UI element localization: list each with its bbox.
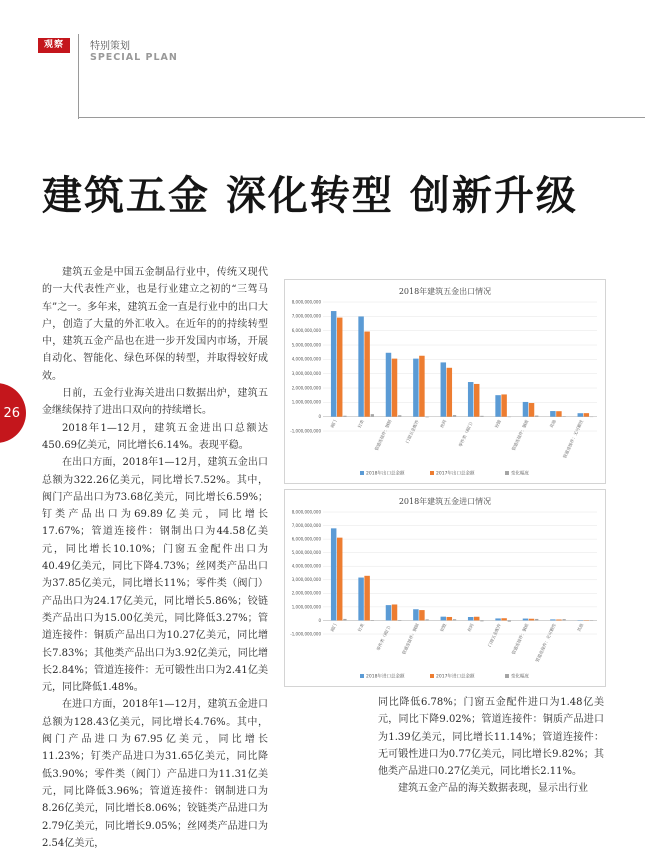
legend-swatch [360, 471, 364, 475]
bar-2017 [364, 332, 369, 417]
y-tick-label: -1,000,000,000 [290, 428, 321, 433]
x-category-label: 门窗五金配件 [404, 418, 421, 444]
paragraph: 建筑五金是中国五金制品行业中，传统又现代的一大代表性产业，也是行业建立之初的“三驾马车”之一。多年来，建筑五金一直是行业中的出口大户，创造了大量的外汇收入。在近年的的持续转型中，建筑五金产品也在进一步开发国内市场，开展自动化、智能化、绿色环保的转型，并取得较好成效。 [42, 264, 268, 385]
bar-2017 [474, 384, 479, 417]
y-tick-label: 5,000,000,000 [292, 550, 322, 555]
bar-2018 [468, 617, 473, 620]
bar-change [535, 619, 538, 621]
bar-2018 [413, 609, 418, 620]
y-tick-label: 3,000,000,000 [292, 577, 322, 582]
bar-change [562, 619, 565, 620]
bar-2018 [358, 316, 363, 416]
bar-2018 [523, 402, 528, 417]
bar-2017 [419, 356, 424, 417]
x-category-label: 钉类 [356, 622, 366, 633]
bar-2017 [529, 619, 534, 621]
legend-swatch [360, 674, 364, 678]
bar-2017 [529, 403, 534, 417]
bar-change [535, 416, 538, 417]
bar-change [425, 619, 428, 620]
legend-label: 变化幅度 [511, 470, 529, 477]
bar-change [480, 620, 483, 621]
bar-2018 [386, 605, 391, 620]
bar-change [453, 415, 456, 417]
y-tick-label: 7,000,000,000 [292, 314, 322, 319]
paragraph: 建筑五金产品的海关数据表现，显示出行业 [378, 780, 604, 797]
bar-2017 [419, 610, 424, 620]
bar-change [398, 620, 401, 621]
paragraph: 同比降低6.78%；门窗五金配件进口为1.48亿美元，同比下降9.02%；管道连接件：铜质产品进口为1.39亿美元，同比增长11.14%；管道连接件：无可锻性进口为0.77亿美元，同比增长9.82%；其他类产品进口0.27亿美元，同比增长2.11%。 [378, 694, 604, 780]
bar-change [371, 414, 374, 417]
y-tick-label: 1,000,000,000 [292, 400, 322, 405]
article-body-left [42, 264, 268, 852]
x-category-label: 铰链 [493, 418, 503, 429]
x-category-label: 管道连接件：钢制 [373, 419, 394, 452]
y-tick-label: 8,000,000,000 [292, 299, 322, 304]
y-tick-label: 6,000,000,000 [292, 328, 322, 333]
y-tick-label: 5,000,000,000 [292, 342, 322, 347]
bar-2017 [392, 604, 397, 620]
y-tick-label: 3,000,000,000 [292, 371, 322, 376]
y-tick-label: 0 [318, 618, 321, 623]
legend-label: 2017年出口总金额 [436, 470, 475, 477]
x-category-label: 阀门 [329, 419, 339, 430]
bar-change [453, 619, 456, 620]
legend-swatch [430, 471, 434, 475]
y-tick-label: 6,000,000,000 [292, 537, 322, 542]
x-category-label: 其他 [548, 418, 558, 429]
x-category-label: 丝网 [438, 419, 448, 430]
article-body-right [378, 694, 604, 798]
import-chart [284, 489, 606, 687]
bar-2018 [468, 382, 473, 417]
import-chart-svg [285, 490, 605, 686]
section-title-en: SPECIAL PLAN [90, 52, 178, 63]
y-tick-label: 7,000,000,000 [292, 523, 322, 528]
legend-label: 2018年出口总金额 [366, 470, 405, 477]
bar-2018 [441, 617, 446, 621]
header-vertical-rule [78, 34, 79, 119]
bar-2018 [441, 362, 446, 416]
bar-change [371, 620, 374, 621]
legend-label: 变化幅度 [511, 673, 529, 680]
y-tick-label: -1,000,000,000 [290, 631, 321, 636]
paragraph: 2018年1—12月，建筑五金进出口总额达450.69亿美元，同比增长6.14%。表现平稳。 [42, 420, 268, 455]
x-category-label: 零件类（阀门） [457, 419, 476, 449]
bar-2017 [501, 394, 506, 416]
x-category-label: 零件类（阀门） [375, 622, 394, 652]
x-category-label: 阀门 [329, 622, 339, 633]
x-category-label: 管道连接件：铜质 [510, 418, 531, 452]
chart-title: 2018年建筑五金出口情况 [399, 286, 491, 296]
export-chart [284, 279, 606, 484]
bar-2018 [413, 359, 418, 417]
chart-title: 2018年建筑五金进口情况 [399, 496, 491, 506]
legend-swatch [505, 674, 509, 678]
bar-2017 [337, 538, 342, 621]
bar-2017 [584, 413, 589, 417]
bar-2018 [331, 311, 336, 417]
bar-2018 [331, 528, 336, 620]
x-category-label: 管道连接件：无可锻性 [534, 622, 558, 664]
y-tick-label: 1,000,000,000 [292, 604, 322, 609]
paragraph: 在进口方面，2018年1—12月，建筑五金进口总额为128.43亿美元，同比增长4.76%。其中，阀门产品进口为67.95亿美元，同比增长11.23%；钉类产品进口为31.65亿美元，同比降低3.90%；零件类（阀门）产品进口为11.31亿美元，同比降低3.96%；管道连接件：钢制进口为8.26亿美元，同比增长8.06%；铰链类产品进口为2.79亿美元，同比增长9.05%；丝网类产品进口为2.54亿美元， [42, 696, 268, 852]
bar-2018 [358, 578, 363, 621]
paragraph: 日前，五金行业海关进出口数据出炉，建筑五金继续保持了进出口双向的持续增长。 [42, 385, 268, 420]
y-tick-label: 4,000,000,000 [292, 357, 322, 362]
bar-change [343, 416, 346, 417]
page-number: 26 [0, 383, 26, 443]
section-tag: 观察 [38, 38, 70, 53]
bar-change [398, 415, 401, 416]
bar-2017 [337, 318, 342, 417]
x-category-label: 钉类 [356, 418, 366, 429]
y-tick-label: 4,000,000,000 [292, 564, 322, 569]
bar-2017 [392, 359, 397, 417]
header-horizontal-rule [78, 117, 645, 118]
bar-2017 [364, 576, 369, 621]
bar-2018 [550, 411, 555, 417]
legend-label: 2018年进口总金额 [366, 673, 405, 680]
x-category-label: 管道连接件：钢制 [400, 622, 421, 655]
y-tick-label: 0 [318, 414, 321, 419]
bar-2017 [556, 619, 561, 620]
bar-change [343, 619, 346, 621]
x-category-label: 管道连接件：铜质 [510, 622, 531, 656]
legend-label: 2017年进口总金额 [436, 673, 475, 680]
bar-change [508, 620, 511, 621]
legend-swatch [430, 674, 434, 678]
bar-2018 [578, 413, 583, 416]
x-category-label: 其他 [575, 622, 585, 633]
paragraph: 在出口方面，2018年1—12月，建筑五金出口总额为322.26亿美元，同比增长7.52%。其中，阀门产品出口为73.68亿美元，同比增长6.59%；钉类产品出口为69.89亿美元，同比增长17.67%；管道连接件：钢制出口为44.58亿美元，同比增长10.10%；门窗五金配件出口为40.49亿美元，同比下降4.73%；丝网类产品出口为37.85亿美元，同比增长11%；零件类（阀门）产品出口为24.17亿美元，同比增长5.86%；铰链类产品出口为15.00亿美元，同比降低3.27%；管道连接件：铜质产品出口为10.27亿美元，同比增长7.83%；其他类产品出口为3.92亿美元，同比增长2.84%；管道连接件：无可锻性出口为2.41亿美元，同比降低1.48%。 [42, 454, 268, 696]
bar-2017 [447, 368, 452, 417]
bar-2018 [386, 353, 391, 417]
x-category-label: 铰链 [438, 622, 448, 633]
export-chart-svg [285, 280, 605, 483]
bar-2018 [523, 619, 528, 621]
legend-swatch [505, 471, 509, 475]
y-tick-label: 2,000,000,000 [292, 591, 322, 596]
y-tick-label: 2,000,000,000 [292, 385, 322, 390]
bar-2018 [495, 395, 500, 417]
article-title: 建筑五金 深化转型 创新升级 [42, 164, 578, 221]
bar-2017 [556, 411, 561, 416]
bar-change [480, 416, 483, 417]
section-title: 特别策划 [90, 37, 130, 52]
bar-2018 [550, 619, 555, 620]
x-category-label: 丝网 [466, 622, 476, 633]
x-category-label: 管道连接件：无可锻性 [561, 418, 585, 460]
y-tick-label: 8,000,000,000 [292, 509, 322, 514]
bar-2017 [474, 617, 479, 621]
bar-2017 [447, 617, 452, 620]
x-category-label: 门窗五金配件 [486, 622, 503, 648]
bar-2017 [501, 618, 506, 620]
bar-2018 [495, 618, 500, 620]
bar-change [425, 417, 428, 418]
